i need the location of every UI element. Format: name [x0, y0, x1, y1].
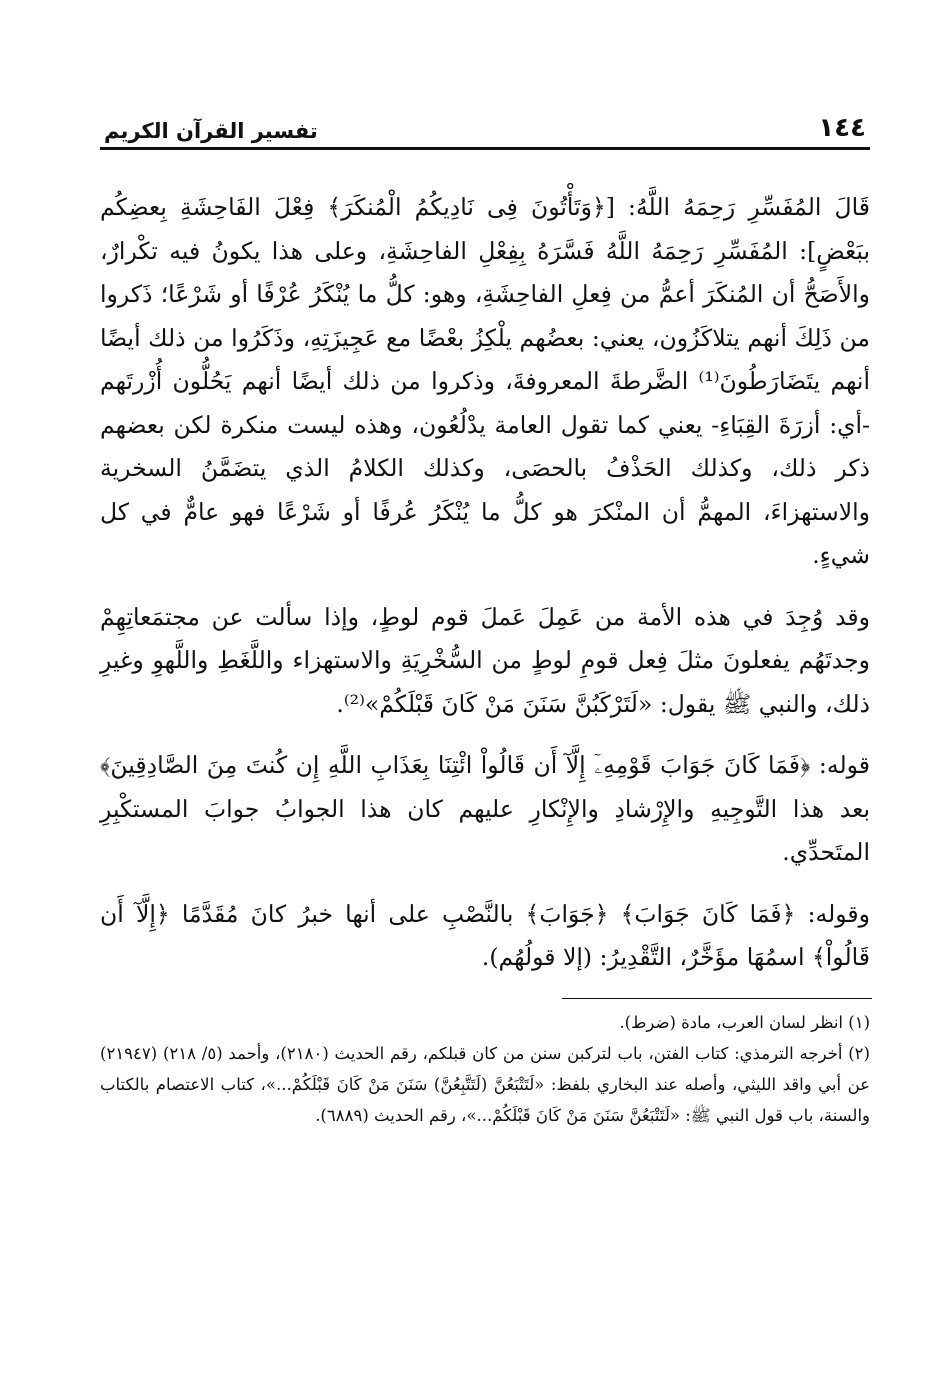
book-title: تفسير القرآن الكريم [104, 119, 318, 143]
footnote: (٢) أخرجه الترمذي: كتاب الفتن، باب لتركبن سنن من كان قبلكم، رقم الحديث (٢١٨٠)، وأحمد (٥/ ٢١٨) (٢١٩٤٧) عن أبي واقد الليثي، وأصله عند البخاري بلفظ: «لَتَتْبَعُنَّ (لَتَتَّبِعُنَّ) سَنَنَ مَنْ كَانَ قَبْلَكُمْ...»، كتاب الاعتصام بالكتاب والسنة، باب قول النبي ﷺ: «لَتَتْبَعُنَّ سَنَنَ مَنْ كَانَ قَبْلَكُمْ...»، رقم الحديث (٦٨٨٩). [100, 1043, 870, 1125]
body-text [100, 186, 870, 980]
footnote: (١) انظر لسان العرب، مادة (ضرط). [619, 1012, 870, 1032]
paragraph: قوله: ﴿فَمَا كَانَ جَوَابَ قَوْمِهِۦٓ إِلَّآ أَن قَالُواْ ائْتِنَا بِعَذَابِ اللَّهِ إِن كُنتَ مِنَ الصَّادِقِينَ﴾ بعد هذا التَّوجِيهِ والإِرْشادِ والإِنْكارِ عليهم كان هذا الجوابُ جوابَ المستكْبِرِ المتَحدِّي. [100, 751, 870, 866]
footnotes [100, 1007, 870, 1131]
footnote-separator [562, 998, 872, 999]
page-number: ١٤٤ [818, 113, 866, 143]
paragraph: قَالَ المُفَسِّرِ رَحِمَهُ اللَّهُ: [﴿وَتَأْتُونَ فِى نَادِيكُمُ الْمُنكَرَ﴾ فِعْلَ الفَاحِشَةِ بِعضِكُم ببَعْضٍ]: المُفَسِّرِ رَحِمَهُ اللَّهُ فَسَّرَهُ بِفِعْلِ الفاحِشَةِ، وعلى هذا يكونُ فيه تكْرارٌ، والأَصَحُّ أن المُنكَرَ أعمُّ من فِعلِ الفاحِشَةِ، وهو: كلُّ ما يُنْكَرُ عُرْفًا أو شَرْعًا؛ ذَكروا من ذَلِكَ أنهم يتلاكَزُون، يعني: بعضُهم يلْكِزُ بعْضًا مع عَجِيزَتِهِ، وذَكَرُوا من ذلك أيضًا أنهم يتَضَارَطُونَ⁽¹⁾ الضَّرطةَ المعروفةَ، وذكروا من ذلك أيضًا أنهم يَحُلُّون أُزْرتَهم -أي: أزرَةَ القِبَاءِ- يعني كما تقول العامة يدْلُعُون، وهذه ليست منكرة لكن بعضهم ذكر ذلك، وكذلك الحَذْفُ بالحصَى، وكذلك الكلامُ الذي يتضَمَّنُ السخرية والاستهزاءَ، المهمُّ أن المنْكرَ هو كلُّ ما يُنْكَرُ عُرفًا أو شَرْعًا فهو عامٌّ في كل شيءٍ. [100, 193, 870, 569]
paragraph: وقد وُجِدَ في هذه الأمة من عَمِلَ عَملَ قوم لوطٍ، وإذا سألت عن مجتمَعاتِهِمْ وجدتَهُم يفعلونَ مثلَ فِعل قومِ لوطٍ من السُّخْرِيَةِ والاستهزاء واللَّغَطِ واللَّهوِ وغيرِ ذلك، والنبي ﷺ يقول: «لَتَرْكَبُنَّ سَنَنَ مَنْ كَانَ قَبْلَكُمْ»⁽²⁾. [100, 602, 870, 718]
book-page [100, 95, 870, 1131]
paragraph: وقوله: ﴿فَمَا كَانَ جَوَابَ﴾ ﴿جَوَابَ﴾ بالنَّصْبِ على أنها خبرُ كانَ مُقَدَّمًا ﴿إِلَّآ أَن قَالُواْ﴾ اسمُهَا مؤَخَّرٌ، التَّقْدِيرُ: (إلا قولُهُم). [100, 899, 870, 971]
running-header [100, 95, 870, 150]
